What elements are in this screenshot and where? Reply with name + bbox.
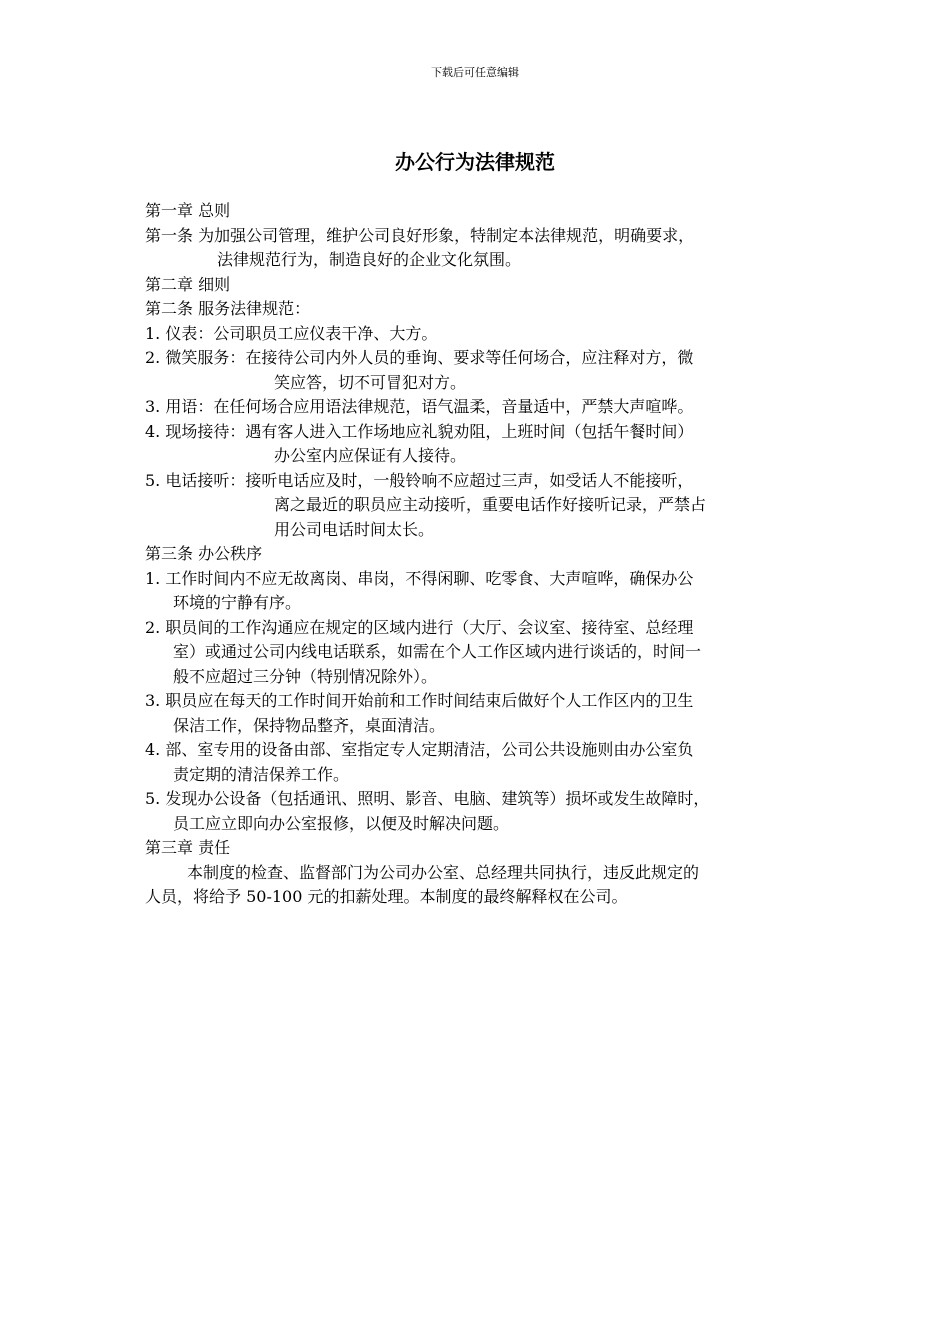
article-line: 第一条 为加强公司管理，维护公司良好形象，特制定本法律规范，明确要求，: [145, 225, 695, 245]
chapter-heading: 第二章 细则: [145, 274, 231, 294]
list-item: 4. 部、室专用的设备由部、室指定专人定期清洁，公司公共设施则由办公室负: [145, 740, 694, 759]
list-item: 3. 用语：在任何场合应用语法律规范，语气温柔，音量适中，严禁大声喧哗。: [145, 397, 694, 416]
document-title: 办公行为法律规范: [395, 150, 555, 174]
list-item-continuation: 室）或通过公司内线电话联系，如需在个人工作区域内进行谈话的，时间一: [173, 642, 702, 661]
list-item-continuation: 般不应超过三分钟（特别情况除外）。: [173, 666, 438, 686]
list-item: 1. 工作时间内不应无故离岗、串岗，不得闲聊、吃零食、大声喧哗，确保办公: [145, 568, 694, 588]
list-item: 3. 职员应在每天的工作时间开始前和工作时间结束后做好个人工作区内的卫生: [145, 691, 694, 710]
list-item: 2. 微笑服务：在接待公司内外人员的垂询、要求等任何场合，应注释对方，微: [145, 348, 694, 367]
list-item-continuation: 离之最近的职员应主动接听，重要电话作好接听记录，严禁占: [274, 495, 707, 514]
paragraph-line: 本制度的检查、监督部门为公司办公室、总经理共同执行，违反此规定的: [187, 862, 700, 882]
list-item-continuation: 保洁工作，保持物品整齐，桌面清洁。: [173, 715, 446, 735]
list-item-continuation: 笑应答，切不可冒犯对方。: [274, 372, 467, 392]
list-item: 5. 发现办公设备（包括通讯、照明、影音、电脑、建筑等）损坏或发生故障时，: [145, 789, 710, 808]
list-item: 1. 仪表：公司职员工应仪表干净、大方。: [145, 323, 438, 343]
list-item: 5. 电话接听：接听电话应及时，一般铃响不应超过三声，如受话人不能接听，: [145, 470, 694, 490]
list-item: 2. 职员间的工作沟通应在规定的区域内进行（大厅、会议室、接待室、总经理: [145, 617, 694, 637]
article-line: 第二条 服务法律规范：: [145, 299, 311, 318]
document-body: [145, 199, 825, 910]
list-item: 4. 现场接待：遇有客人进入工作场地应礼貌劝阻，上班时间（包括午餐时间）: [145, 421, 694, 441]
list-item-continuation: 责定期的清洁保养工作。: [173, 764, 350, 784]
header-note: 下载后可任意编辑: [431, 66, 519, 79]
chapter-heading: 第三章 责任: [145, 838, 231, 857]
list-item-continuation: 办公室内应保证有人接待。: [274, 446, 467, 465]
list-item-continuation: 环境的宁静有序。: [173, 593, 302, 612]
list-item-continuation: 用公司电话时间太长。: [274, 519, 435, 539]
list-item-continuation: 员工应立即向办公室报修，以便及时解决问题。: [173, 813, 510, 833]
article-continuation: 法律规范行为，制造良好的企业文化氛围。: [217, 250, 522, 269]
article-line: 第三条 办公秩序: [145, 544, 263, 563]
chapter-heading: 第一章 总则: [145, 201, 231, 220]
paragraph-line: 人员，将给予 50-100 元的扣薪处理。本制度的最终解释权在公司。: [145, 887, 628, 906]
